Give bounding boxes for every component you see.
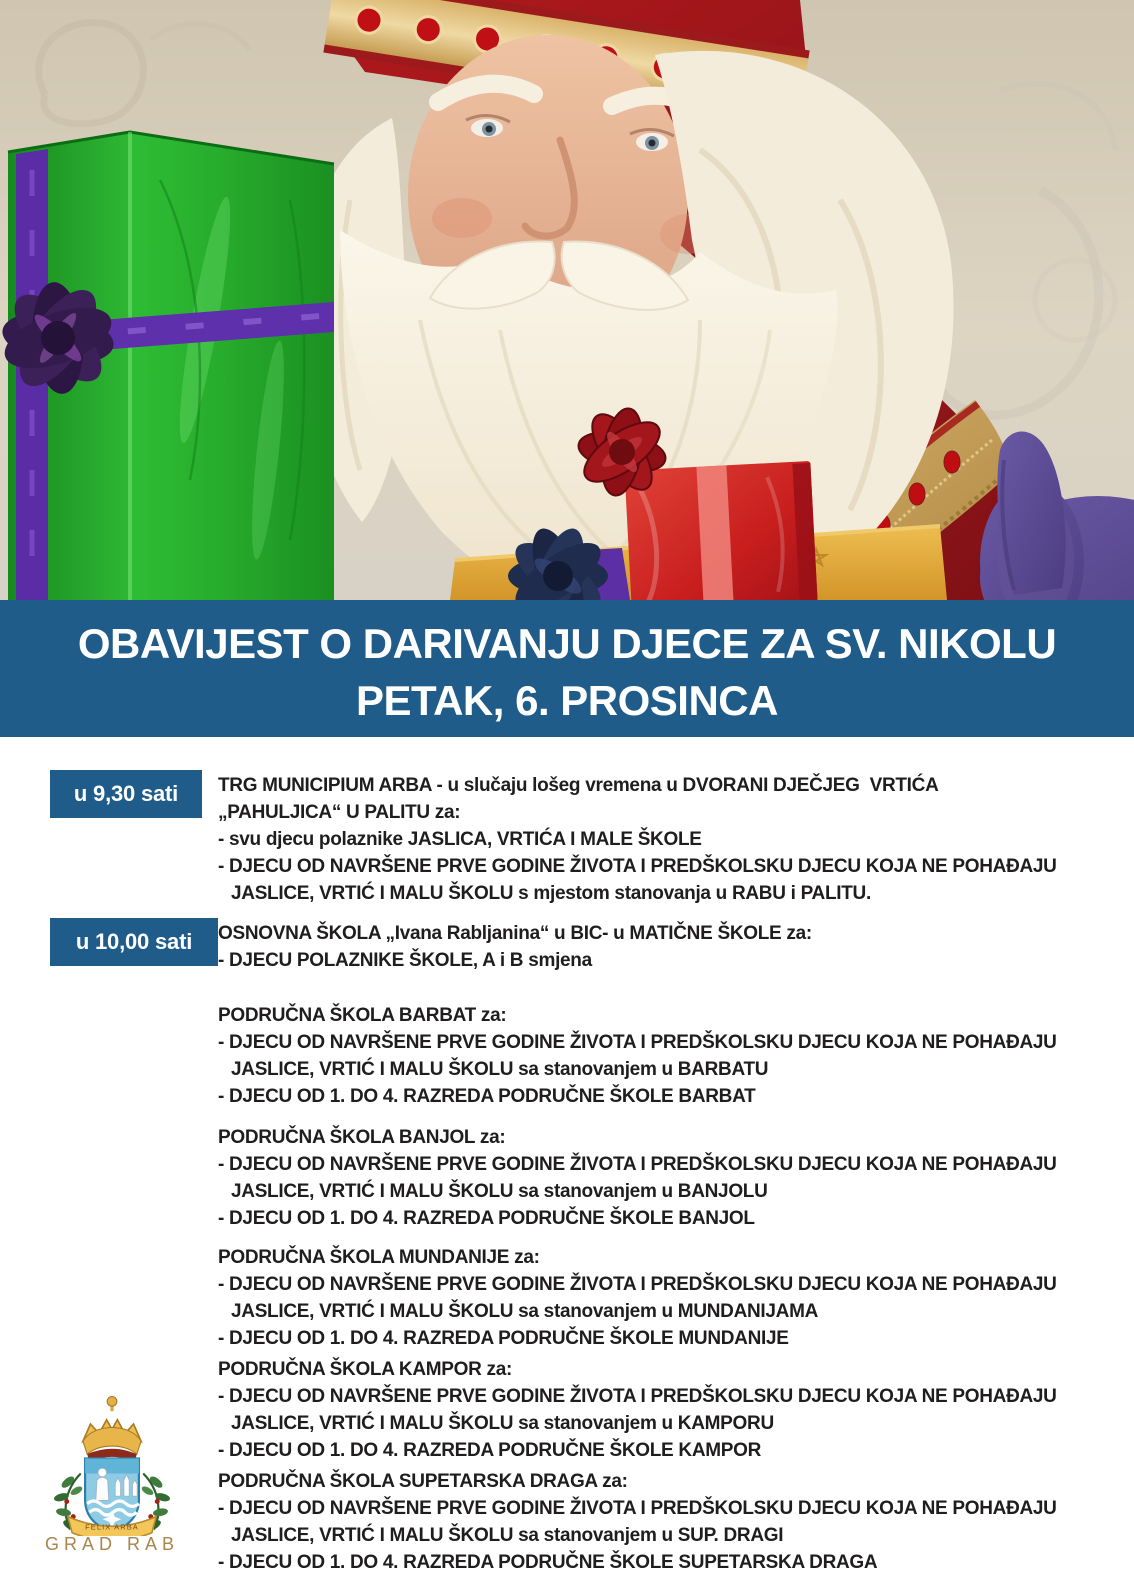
schedule-line: TRG MUNICIPIUM ARBA - u slučaju lošeg vremena u DVORANI DJEČJEG VRTIĆA	[218, 775, 939, 796]
grad-rab-caption: GRAD RAB	[44, 1534, 180, 1554]
felix-arba-motto: FELIX ARBA	[85, 1522, 139, 1532]
poster-title-line1: OBAVIJEST O DARIVANJU DJECE ZA SV. NIKOLU	[77, 620, 1057, 667]
schedule-line: - DJECU OD 1. DO 4. RAZREDA PODRUČNE ŠKOLE SUPETARSKA DRAGA	[218, 1552, 878, 1573]
schedule-line: PODRUČNA ŠKOLA MUNDANIJE za:	[218, 1247, 540, 1268]
schedule-line: - DJECU OD NAVRŠENE PRVE GODINE ŽIVOTA I PREDŠKOLSKU DJECU KOJA NE POHAĐAJU	[218, 1498, 1057, 1519]
schedule-line: JASLICE, VRTIĆ I MALU ŠKOLU sa stanovanjem u BANJOLU	[231, 1181, 768, 1202]
schedule-line: PODRUČNA ŠKOLA BANJOL za:	[218, 1127, 506, 1148]
schedule-line: - DJECU OD 1. DO 4. RAZREDA PODRUČNE ŠKOLE KAMPOR	[218, 1440, 762, 1461]
schedule-line: - DJECU OD NAVRŠENE PRVE GODINE ŽIVOTA I PREDŠKOLSKU DJECU KOJA NE POHAĐAJU	[218, 1386, 1057, 1407]
schedule-line: JASLICE, VRTIĆ I MALU ŠKOLU sa stanovanjem u SUP. DRAGI	[231, 1525, 784, 1546]
green-gift	[0, 132, 334, 600]
schedule-line: - DJECU OD NAVRŠENE PRVE GODINE ŽIVOTA I PREDŠKOLSKU DJECU KOJA NE POHAĐAJU	[218, 856, 1057, 877]
schedule-line: - DJECU OD NAVRŠENE PRVE GODINE ŽIVOTA I PREDŠKOLSKU DJECU KOJA NE POHAĐAJU	[218, 1274, 1057, 1295]
red-gift	[625, 461, 818, 600]
schedule-line: - DJECU OD 1. DO 4. RAZREDA PODRUČNE ŠKOLE BARBAT	[218, 1086, 756, 1107]
schedule-block-mundanije	[218, 1244, 1123, 1352]
schedule-block-kampor	[218, 1356, 1123, 1464]
time-badge-1000: u 10,00 sati	[50, 918, 218, 966]
schedule-block-trg-municipium	[218, 772, 1123, 907]
schedule-line: - DJECU OD 1. DO 4. RAZREDA PODRUČNE ŠKOLE BANJOL	[218, 1208, 755, 1229]
title-banner	[0, 600, 1134, 737]
schedule-block-banjol	[218, 1124, 1123, 1232]
schedule-line: - DJECU OD 1. DO 4. RAZREDA PODRUČNE ŠKOLE MUNDANIJE	[218, 1328, 789, 1349]
time-badge-930: u 9,30 sati	[50, 770, 202, 818]
coat-of-arms-icon	[52, 1396, 172, 1536]
schedule-block-osnovna-skola	[218, 920, 1123, 974]
schedule-line: - svu djecu polaznike JASLICA, VRTIĆA I MALE ŠKOLE	[218, 829, 702, 850]
schedule-line: JASLICE, VRTIĆ I MALU ŠKOLU sa stanovanjem u MUNDANIJAMA	[231, 1301, 819, 1322]
schedule-line: PODRUČNA ŠKOLA BARBAT za:	[218, 1005, 507, 1026]
schedule-line: PODRUČNA ŠKOLA KAMPOR za:	[218, 1359, 513, 1380]
schedule-line: JASLICE, VRTIĆ I MALU ŠKOLU s mjestom stanovanja u RABU i PALITU.	[231, 883, 871, 904]
schedule-line: - DJECU POLAZNIKE ŠKOLE, A i B smjena	[218, 950, 592, 971]
schedule-line: PODRUČNA ŠKOLA SUPETARSKA DRAGA za:	[218, 1471, 628, 1492]
schedule-line: - DJECU OD NAVRŠENE PRVE GODINE ŽIVOTA I PREDŠKOLSKU DJECU KOJA NE POHAĐAJU	[218, 1154, 1057, 1175]
grad-rab-coat-of-arms	[52, 1396, 172, 1541]
schedule-line: OSNOVNA ŠKOLA „Ivana Rabljanina“ u BIC- u MATIČNE ŠKOLE za:	[218, 923, 812, 944]
schedule-line: JASLICE, VRTIĆ I MALU ŠKOLU sa stanovanjem u KAMPORU	[231, 1413, 774, 1434]
schedule-block-supetarska-draga	[218, 1468, 1123, 1576]
schedule-line: „PAHULJICA“ U PALITU za:	[218, 802, 461, 823]
st-nicholas-photo	[0, 0, 1134, 600]
schedule-block-barbat	[218, 1002, 1123, 1110]
poster-title-line2: PETAK, 6. PROSINCA	[356, 677, 778, 724]
schedule-line: JASLICE, VRTIĆ I MALU ŠKOLU sa stanovanjem u BARBATU	[231, 1059, 769, 1080]
schedule-line: - DJECU OD NAVRŠENE PRVE GODINE ŽIVOTA I PREDŠKOLSKU DJECU KOJA NE POHAĐAJU	[218, 1032, 1057, 1053]
hero-scene	[0, 0, 1134, 600]
